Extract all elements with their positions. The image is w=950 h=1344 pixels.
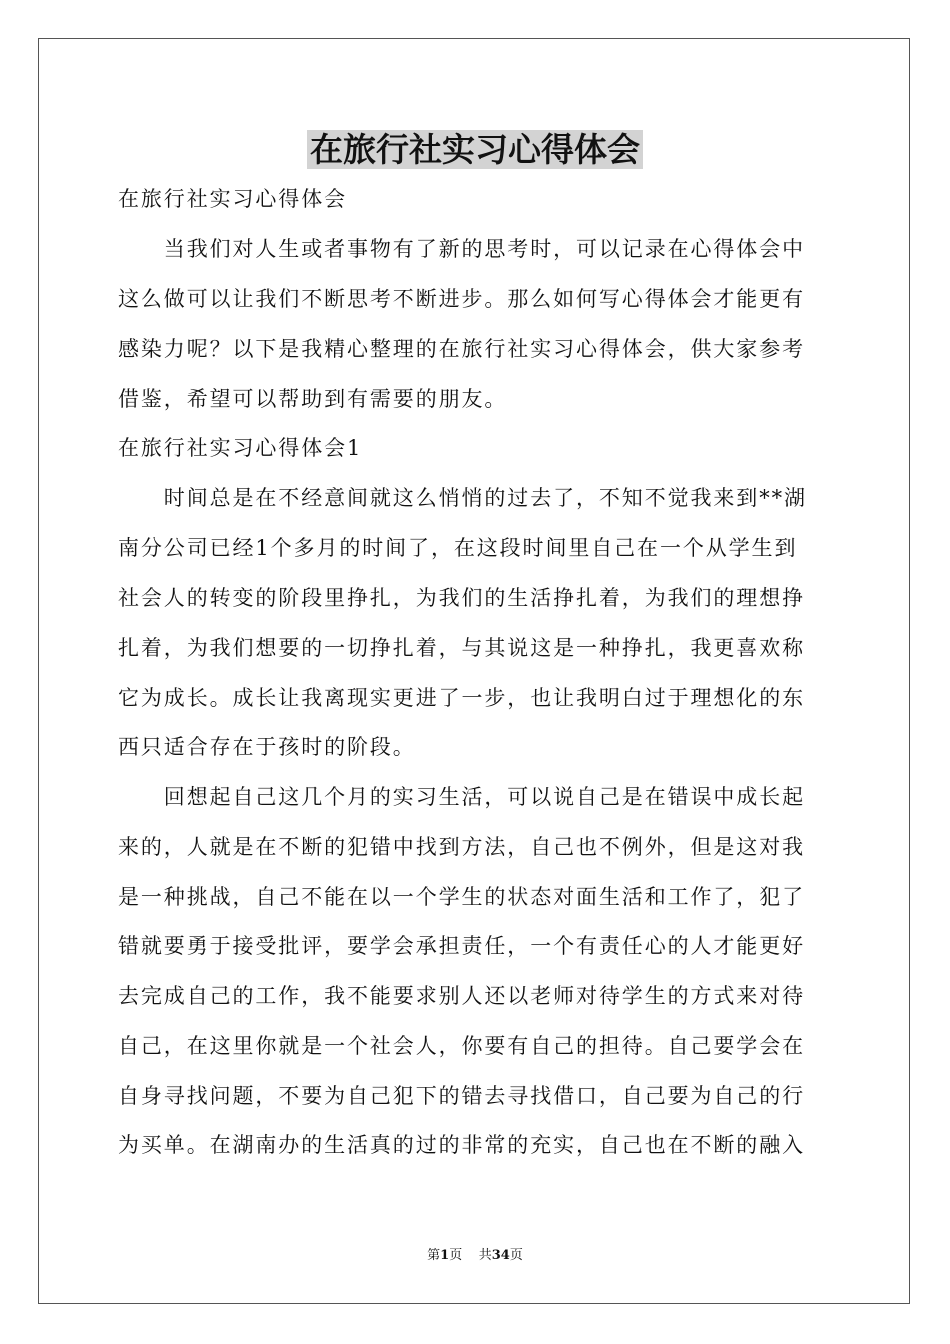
text-line: 扎着，为我们想要的一切挣扎着，与其说这是一种挣扎，我更喜欢称 [118, 636, 805, 660]
text-line: 自身寻找问题，不要为自己犯下的错去寻找借口，自己要为自己的行 [118, 1084, 805, 1108]
text-line: 自己，在这里你就是一个社会人，你要有自己的担待。自己要学会在 [118, 1034, 805, 1058]
section-heading: 在旅行社实习心得体会1 [118, 436, 363, 460]
text-line: 这么做可以让我们不断思考不断进步。那么如何写心得体会才能更有 [118, 287, 805, 311]
text-line: 错就要勇于接受批评，要学会承担责任，一个有责任心的人才能更好 [118, 934, 805, 958]
page-border [38, 38, 910, 1304]
total-prefix: 共 [478, 1248, 492, 1263]
page-footer [0, 1246, 950, 1266]
text-line: 它为成长。成长让我离现实更进了一步，也让我明白过于理想化的东 [118, 686, 805, 710]
text-line: 去完成自己的工作，我不能要求别人还以老师对待学生的方式来对待 [118, 984, 805, 1008]
text-line: 当我们对人生或者事物有了新的思考时，可以记录在心得体会中 [118, 237, 805, 261]
text-line: 时间总是在不经意间就这么悄悄的过去了，不知不觉我来到**湖 [118, 486, 807, 510]
total-suffix: 页 [509, 1248, 523, 1263]
text-line: 社会人的转变的阶段里挣扎，为我们的生活挣扎着，为我们的理想挣 [118, 586, 805, 610]
text-line: 借鉴，希望可以帮助到有需要的朋友。 [118, 387, 508, 411]
text-line: 西只适合存在于孩时的阶段。 [118, 735, 416, 759]
text-line: 是一种挑战，自己不能在以一个学生的状态对面生活和工作了，犯了 [118, 885, 805, 909]
page-suffix: 页 [449, 1248, 463, 1263]
text-line: 回想起自己这几个月的实习生活，可以说自己是在错误中成长起 [118, 785, 805, 809]
text-line: 来的，人就是在不断的犯错中找到方法，自己也不例外，但是这对我 [118, 835, 805, 859]
page-prefix: 第 [427, 1248, 441, 1263]
document-title [0, 124, 950, 176]
document-title-text: 在旅行社实习心得体会 [307, 130, 643, 169]
text-line: 感染力呢？以下是我精心整理的在旅行社实习心得体会，供大家参考 [118, 337, 805, 361]
total-pages: 34 [491, 1248, 510, 1263]
page-number: 1 [440, 1248, 450, 1263]
text-line: 南分公司已经1个多月的时间了，在这段时间里自己在一个从学生到 [118, 536, 798, 560]
text-line: 为买单。在湖南办的生活真的过的非常的充实，自己也在不断的融入 [118, 1133, 805, 1157]
text-line: 在旅行社实习心得体会 [118, 187, 347, 211]
